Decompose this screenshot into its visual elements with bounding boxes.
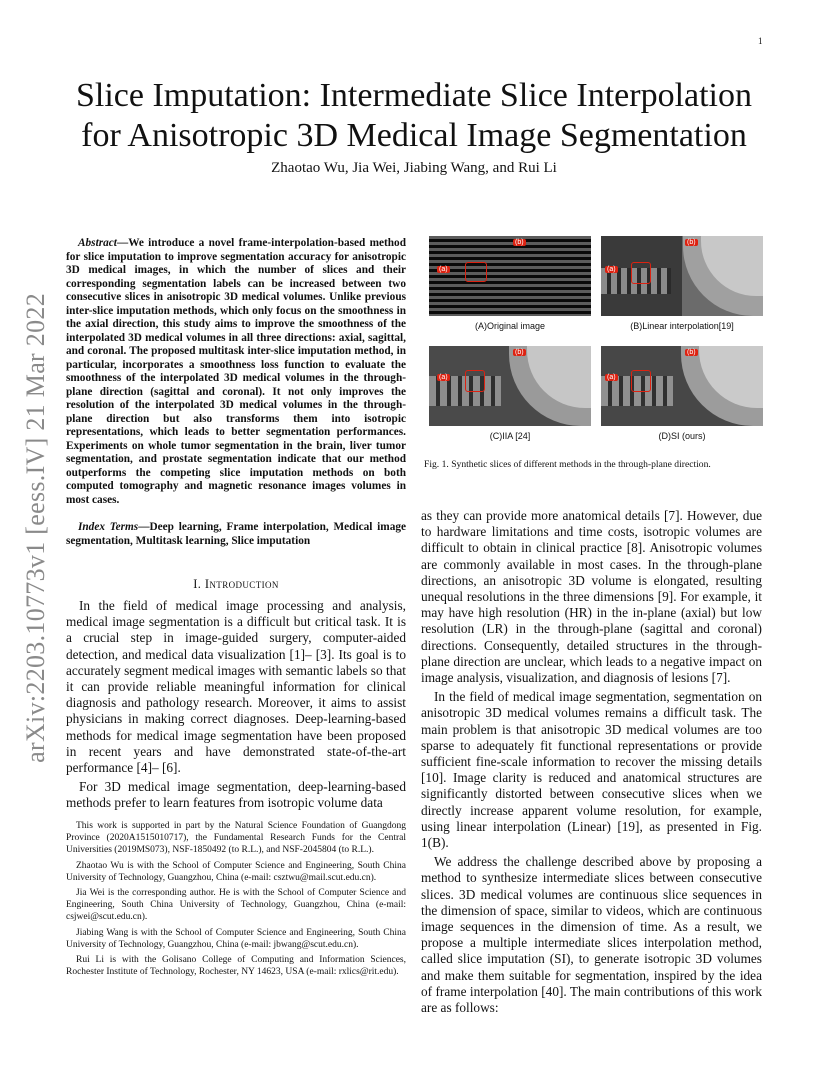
figure-panel-c: [424, 346, 596, 446]
arxiv-stamp-text: arXiv:2203.10773v1 [eess.IV] 21 Mar 2022: [21, 293, 50, 763]
arxiv-stamp: [14, 283, 58, 773]
abstract: [66, 237, 406, 507]
section-heading-introduction: [66, 577, 406, 592]
panel-c-image: [429, 346, 591, 426]
label-a: (a): [607, 374, 616, 381]
figure-panel-b: [596, 236, 768, 336]
panel-b-caption: (B)Linear interpolation[19]: [630, 321, 734, 331]
panel-a-caption: (A)Original image: [474, 321, 546, 331]
section-title: Introduction: [204, 577, 279, 591]
label-b: (b): [515, 239, 524, 246]
panel-d-image: [601, 346, 763, 426]
index-terms-label: Index Terms: [78, 521, 139, 533]
right-paragraph-1: as they can provide more anatomical details [7]. However, due to hardware limitations and time costs, isotropic volumes are difficult to obtain in clinical practice [8]. Anisotropic volumes are commonly available in most cases. In the through-plane directions, an anisotropic 3D volume is elongated, resulting unequal resolutions in the three dimensions [9]. For example, it may have high resolution (HR) in the in-plane (axial) but low resolution (LR) in the through-plane (sagittal and coronal) directions. Consequently, detailed structures in the through-plane direction are unclear, which leads to a negative impact on image analysis, visualization, and diagnosis of lesions [7].: [421, 508, 762, 686]
panel-b-image: [601, 236, 763, 316]
zoom-region-box: [631, 370, 651, 392]
footnote-author-4: Rui Li is with the Golisano College of Computing and Information Sciences, Rochester Institute of Technology, Rochester, NY 14623, USA (e-mail: rxlics@rit.edu).: [66, 955, 406, 978]
abstract-text: —We introduce a novel frame-interpolation-based method for slice imputation to improve segmentation accuracy for anisotropic 3D medical images, in which the number of slices and their corresponding segmentation labels can be increased between two consecutive slices in anisotropic 3D medical volumes. Unlike previous inter-slice imputation methods, which only focus on the smoothness in the axial direction, this study aims to improve the smoothness of the interpolated 3D medical volumes in all three directions: axial, sagittal, and coronal. The proposed multitask inter-slice imputation method, in particular, incorporates a smoothness loss function to evaluate the smoothness of the interpolated 3D medical volumes in the through-plane direction (sagittal and coronal). It not only improves the resolution of the interpolated 3D medical volumes in the through-plane direction but also transforms them into isotropic representations, which leads to better segmentation performances. Experiments on whole tumor segmentation in the brain, liver tumor segmentation, and prostate segmentation indicate that our method outperforms the competing slice imputation methods on both computed tomography and magnetic resonance images volumes in most cases.: [66, 237, 406, 506]
footnote-author-2: Jia Wei is the corresponding author. He is with the School of Computer Science and Engineering, South China University of Technology, Guangzhou, China (e-mail: csjwei@scut.edu.cn).: [66, 888, 406, 923]
zoom-region-box: [631, 262, 651, 284]
figure-1: [424, 236, 769, 446]
label-b: (b): [687, 349, 696, 356]
panel-d-caption: (D)SI (ours): [658, 431, 706, 441]
author-list: Zhaotao Wu, Jia Wei, Jiabing Wang, and Rui Li: [271, 160, 557, 176]
label-a: (a): [439, 374, 448, 381]
zoom-region-box: [465, 370, 485, 392]
panel-c-caption: (C)IIA [24]: [489, 431, 531, 441]
panel-a-image: [429, 236, 591, 316]
footnote-funding: This work is supported in part by the Natural Science Foundation of Guangdong Province (2020A1515010717), the Fundamental Research Funds for the Central Universities (2019MS073), NSF-1850492 (to R.L.), and NSF-2045804 (to R.L.).: [66, 821, 406, 856]
zoom-region-box: [465, 262, 487, 282]
figure-caption: Fig. 1. Synthetic slices of different methods in the through-plane direction.: [424, 459, 711, 470]
label-a: (a): [607, 266, 616, 273]
right-paragraph-2: In the field of medical image segmentation, segmentation on anisotropic 3D medical volumes remains a difficult task. The main problem is that anisotropic 3D medical volumes are too sparse to adequately fit functional representations or provide sufficient fine-scale information to recover the missing details [10]. Image clarity is reduced and anatomical structures are significantly distorted between consecutive slices when we directly increase apparent volume resolution, for example, using linear interpolation (Linear) [19], as presented in Fig. 1(B).: [421, 689, 762, 851]
label-b: (b): [515, 349, 524, 356]
figure-panel-a: [424, 236, 596, 336]
right-column: [421, 508, 762, 1016]
abstract-label: Abstract: [78, 237, 117, 249]
right-paragraph-3: We address the challenge described above by proposing a method to synthesize intermediate slices between consecutive slices. 3D medical volumes are continuous slice sequences in the dimension of space, similar to videos, which are continuous image sequences in the dimension of time. As a result, we propose a multiple intermediate slices interpolation method, called slice imputation (SI), to generate isotropic 3D volumes and make them suitable for segmentation, inspired by the idea of frame interpolation [40]. The main contributions of this work are as follows:: [421, 854, 762, 1016]
intro-paragraph-2: For 3D medical image segmentation, deep-learning-based methods prefer to learn features from isotropic volume data: [66, 779, 406, 811]
footnotes: [66, 820, 406, 981]
footnote-author-3: Jiabing Wang is with the School of Computer Science and Engineering, South China University of Technology, Guangzhou, China (e-mail: jbwang@scut.edu.cn).: [66, 927, 406, 950]
index-terms: [66, 521, 406, 548]
index-terms-text: —Deep learning, Frame interpolation, Medical image segmentation, Multitask learning, Slice imputation: [66, 521, 406, 547]
label-b: (b): [687, 239, 696, 246]
intro-paragraph-1: In the field of medical image processing and analysis, medical image segmentation is a difficult but critical task. It is a crucial step in image-guided surgery, computer-aided detection, and medical data visualization [1]– [3]. Its goal is to accurately segment medical images with semantic labels so that it can provide reliable meaningful information for clinical diagnosis and pathology research. Moreover, it aims to assist physicians in making correct diagnoses. Deep-learning-based methods for medical image segmentation have been proposed in recent years and have demonstrated state-of-the-art performance [4]– [6].: [66, 598, 406, 776]
label-a: (a): [439, 266, 448, 273]
section-number: I.: [193, 577, 205, 591]
footnote-author-1: Zhaotao Wu is with the School of Computer Science and Engineering, South China University of Technology, Guangzhou, China (e-mail: csztwu@mail.scut.edu.cn).: [66, 860, 406, 883]
left-column: [66, 237, 406, 812]
paper-title: Slice Imputation: Intermediate Slice Interpolation for Anisotropic 3D Medical Image Segmentation: [75, 77, 752, 154]
figure-panel-d: [596, 346, 768, 446]
page-number: 1: [758, 36, 763, 46]
